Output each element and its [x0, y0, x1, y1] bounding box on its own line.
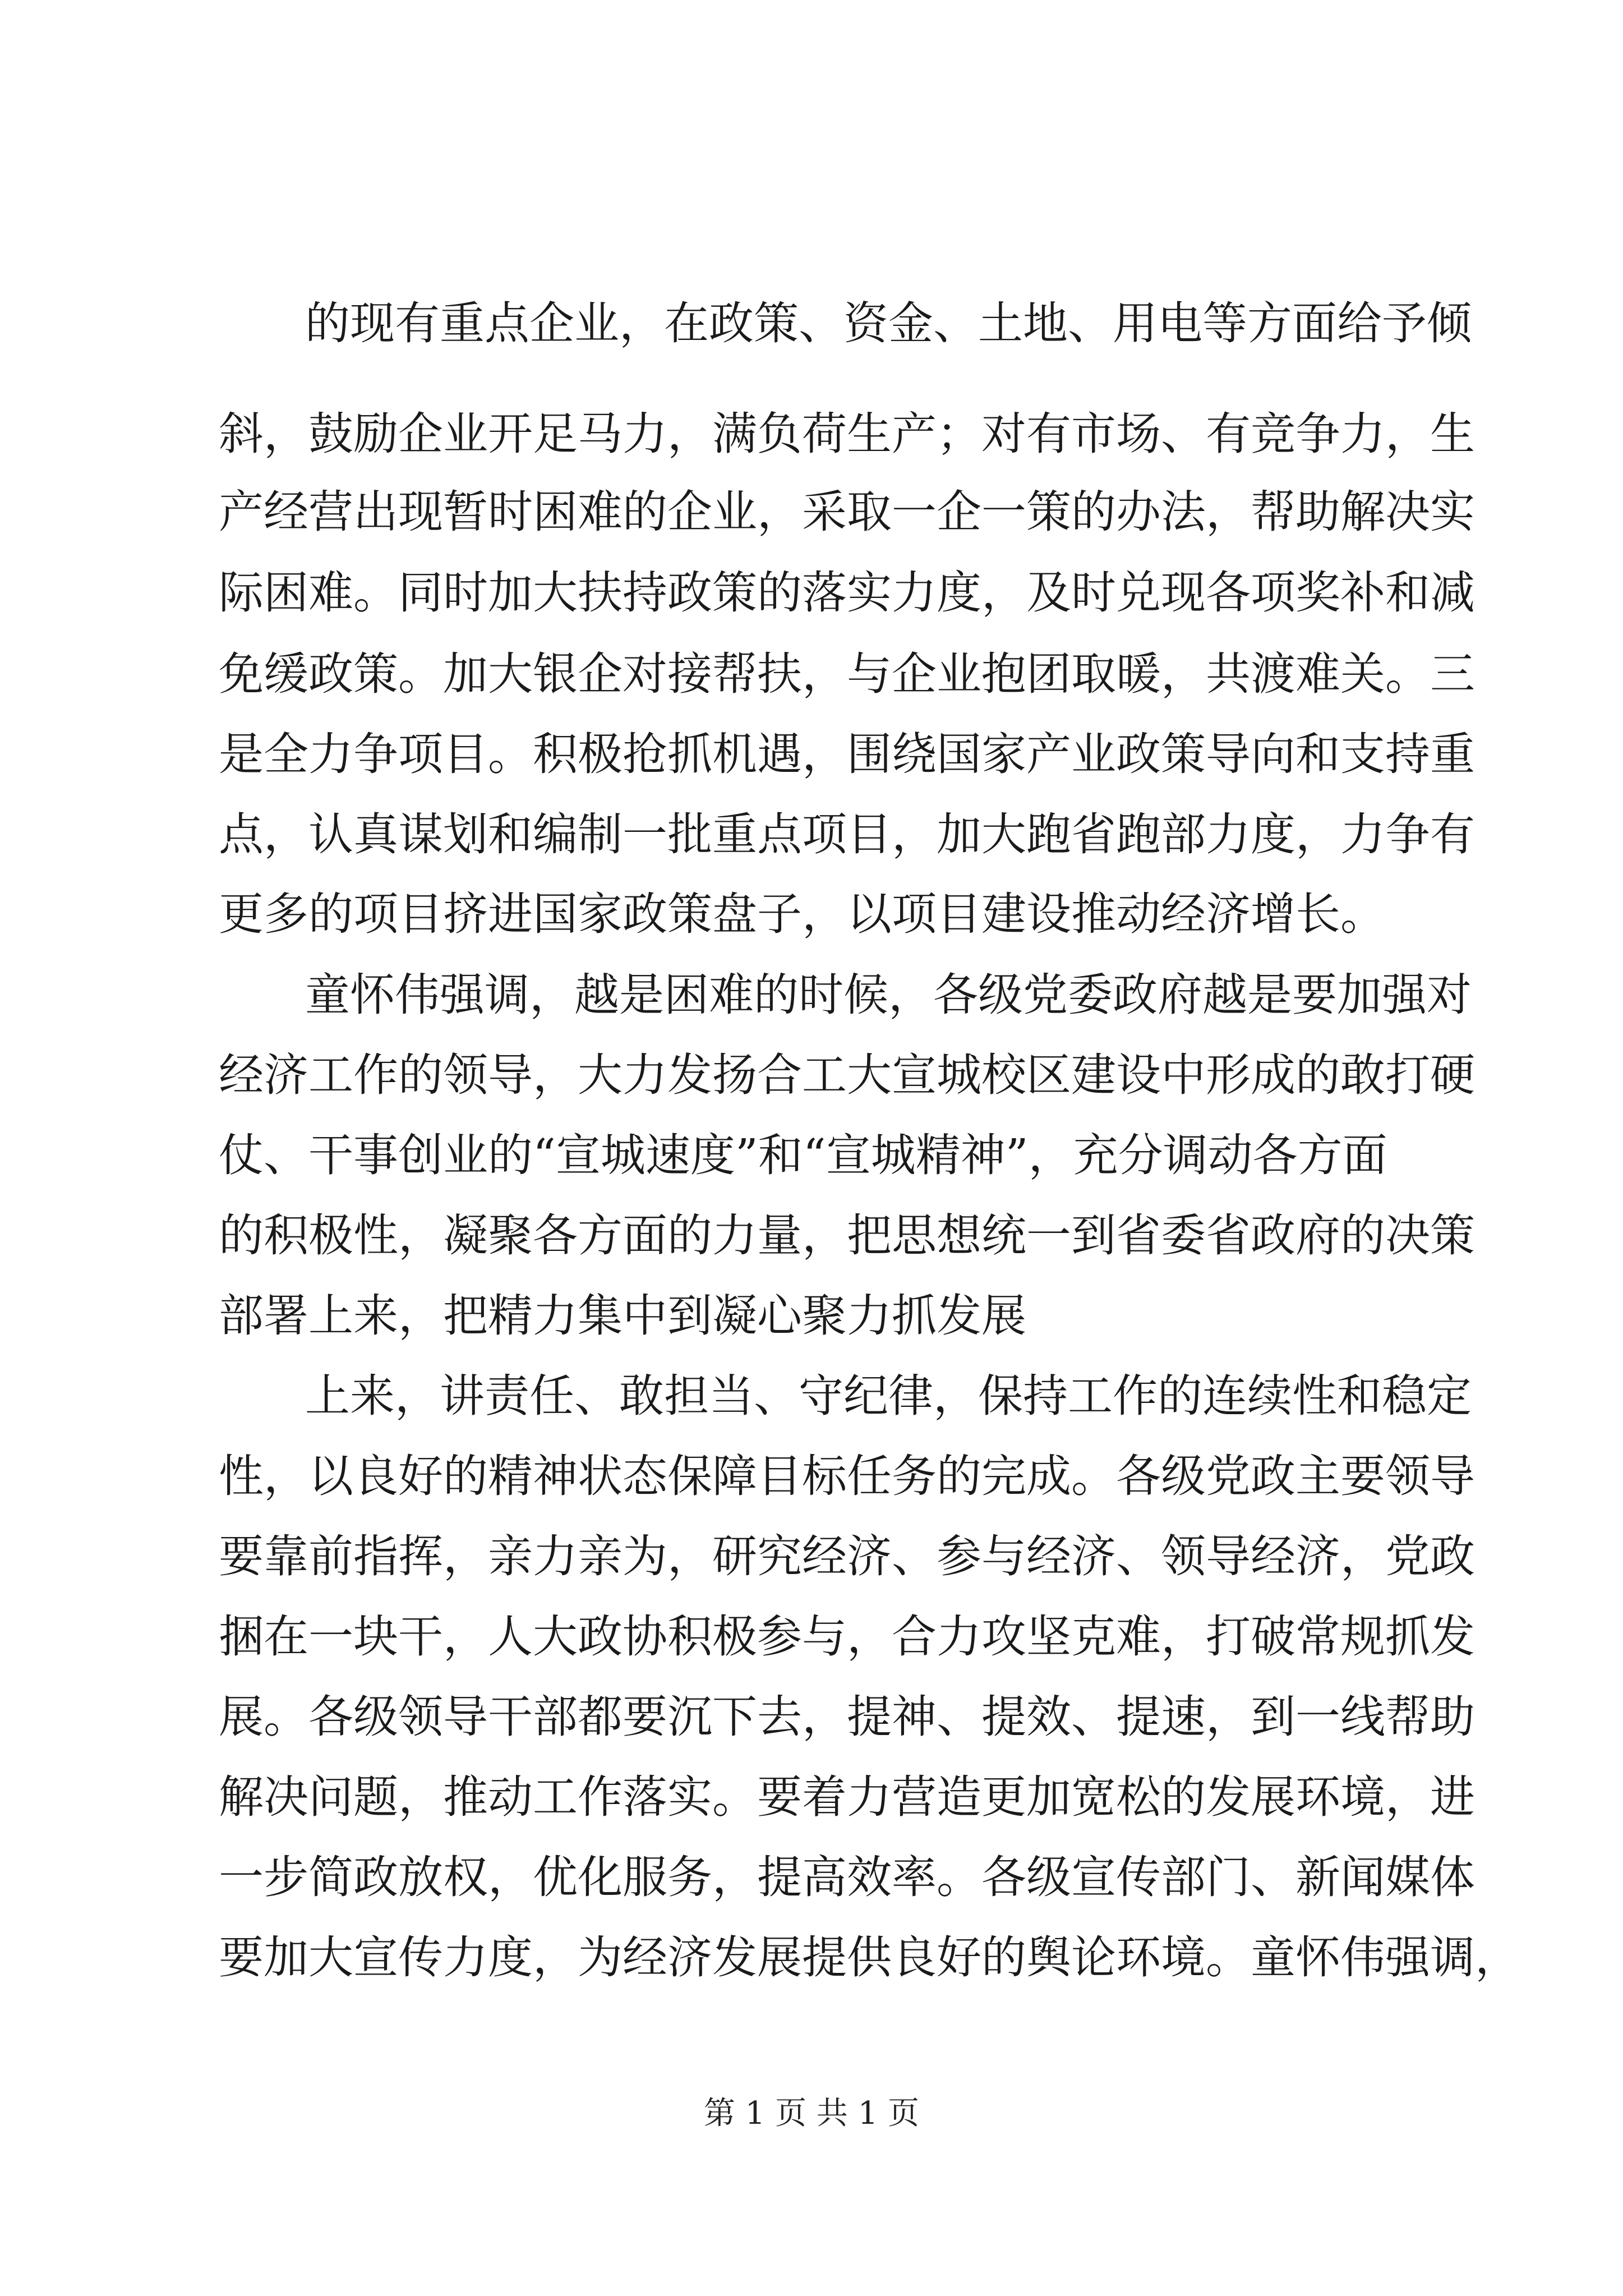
text-line: [0, 401, 1623, 468]
text-line: [0, 1122, 1623, 1189]
text-line: [0, 641, 1623, 708]
line-text: 童怀伟强调，越是困难的时候，各级党委政府越是要加强对: [305, 969, 1472, 1021]
text-line: [0, 1202, 1623, 1269]
text-line: [0, 881, 1623, 948]
text-line: [0, 1683, 1623, 1751]
line-text: 展。各级领导干部都要沉下去，提神、提效、提速，到一线帮助: [219, 1691, 1475, 1743]
text-line: [0, 290, 1623, 357]
line-text: 的现有重点企业，在政策、资金、土地、用电等方面给予倾: [305, 297, 1472, 349]
line-text: 点，认真谋划和编制一批重点项目，加大跑省跑部力度，力争有: [219, 808, 1475, 861]
text-line: [0, 1443, 1623, 1510]
line-text: 捆在一块干，人大政协积极参与，合力攻坚克难，打破常规抓发: [219, 1611, 1475, 1663]
line-text: 更多的项目挤进国家政策盘子，以项目建设推动经济增长。: [219, 888, 1385, 940]
text-line: [0, 559, 1623, 627]
line-text: 仗、干事创业的“宣城速度”和“宣城精神”，充分调动各方面: [219, 1129, 1387, 1181]
line-text: 际困难。同时加大扶持政策的落实力度，及时兑现各项奖补和减: [219, 567, 1475, 619]
line-text: 解决问题，推动工作落实。要着力营造更加宽松的发展环境，进: [219, 1771, 1475, 1823]
text-line: [0, 478, 1623, 546]
line-text: 经济工作的领导，大力发扬合工大宣城校区建设中形成的敢打硬: [219, 1049, 1475, 1101]
page-footer: 第 1 页 共 1 页: [703, 2095, 920, 2132]
line-text: 性，以良好的精神状态保障目标任务的完成。各级党政主要领导: [219, 1450, 1475, 1502]
line-text: 部署上来，把精力集中到凝心聚力抓发展: [219, 1290, 1026, 1342]
line-text: 一步简政放权，优化服务，提高效率。各级宣传部门、新闻媒体: [219, 1851, 1475, 1903]
text-line: [0, 1523, 1623, 1590]
text-line: [0, 1844, 1623, 1911]
line-text: 上来，讲责任、敢担当、守纪律，保持工作的连续性和稳定: [305, 1370, 1472, 1422]
text-line: [0, 1363, 1623, 1430]
line-text: 产经营出现暂时困难的企业，采取一企一策的办法，帮助解决实: [219, 486, 1475, 538]
line-text: 要加大宣传力度，为经济发展提供良好的舆论环境。童怀伟强调，: [219, 1931, 1520, 1984]
text-line: [0, 1603, 1623, 1671]
text-line: [0, 1764, 1623, 1831]
text-line: [0, 721, 1623, 788]
line-text: 免缓政策。加大银企对接帮扶，与企业抱团取暖，共渡难关。三: [219, 648, 1475, 700]
line-text: 是全力争项目。积极抢抓机遇，围绕国家产业政策导向和支持重: [219, 728, 1475, 780]
text-line: [0, 1282, 1623, 1350]
text-line: [0, 801, 1623, 868]
line-text: 的积极性，凝聚各方面的力量，把思想统一到省委省政府的决策: [219, 1209, 1475, 1262]
text-line: [0, 1924, 1623, 1991]
line-text: 斜，鼓励企业开足马力，满负荷生产；对有市场、有竞争力，生: [219, 408, 1475, 460]
line-text: 要靠前指挥，亲力亲为，研究经济、参与经济、领导经济，党政: [219, 1530, 1475, 1582]
text-line: [0, 1042, 1623, 1109]
text-line: [0, 961, 1623, 1029]
